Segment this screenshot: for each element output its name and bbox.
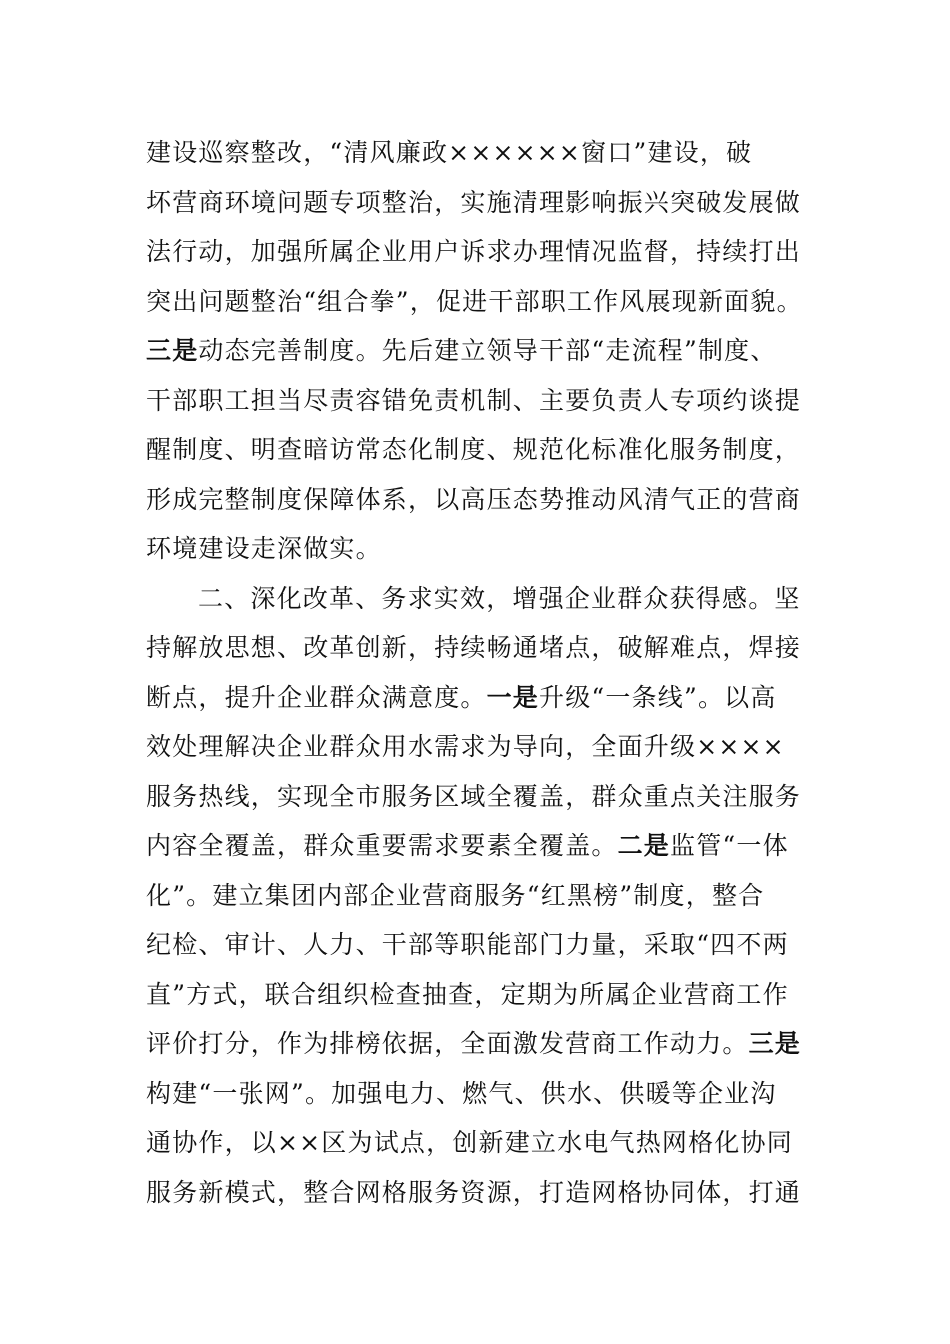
line-text: 干部职工担当尽责容错免责机制、主要负责人专项约谈提 <box>146 385 802 415</box>
text-line <box>146 524 806 574</box>
line-text: 形成完整制度保障体系，以高压态势推动风清气正的营商 <box>146 484 802 514</box>
text-line <box>146 623 806 673</box>
text-line <box>146 920 806 970</box>
line-text: 内容全覆盖，群众重要需求要素全覆盖。 <box>146 831 618 860</box>
text-line <box>146 178 806 228</box>
text-line <box>146 970 806 1020</box>
emphasis-lead: 二是 <box>617 831 671 860</box>
text-line <box>146 1069 806 1119</box>
line-text: 直”方式，联合组织检查抽查，定期为所属企业营商工作 <box>146 979 789 1009</box>
line-text: 动态完善制度。先后建立领导干部“走流程”制度、 <box>198 336 777 365</box>
text-line <box>146 871 806 921</box>
line-text: 断点，提升企业群众满意度。 <box>146 682 487 712</box>
text-line <box>146 277 806 327</box>
text-line <box>146 673 806 723</box>
line-text: 环境建设走深做实。 <box>146 534 382 563</box>
text-line <box>146 722 806 772</box>
text-line <box>146 1168 806 1218</box>
line-text: 法行动，加强所属企业用户诉求办理情况监督，持续打出 <box>146 237 802 266</box>
text-line <box>146 425 806 475</box>
text-line <box>146 128 806 178</box>
line-text: 纪检、审计、人力、干部等职能部门力量，采取“四不两 <box>146 930 789 959</box>
emphasis-lead: 三是 <box>748 1029 802 1058</box>
line-text: 化”。建立集团内部企业营商服务“红黑榜”制度，整合 <box>146 880 765 910</box>
text-line <box>146 1118 806 1168</box>
line-text: 突出问题整治“组合拳”，促进干部职工作风展现新面貌。 <box>146 286 803 316</box>
text-line <box>146 326 806 376</box>
line-tail: 监管“一体 <box>670 831 789 860</box>
line-text: 效处理解决企业群众用水需求为导向，全面升级×××× <box>146 732 785 761</box>
line-tail: 升级“一条线”。以高 <box>539 682 777 712</box>
text-line <box>146 772 806 822</box>
line-text: 通协作，以××区为试点，创新建立水电气热网格化协同 <box>146 1128 793 1157</box>
text-line <box>146 475 806 525</box>
text-line <box>146 821 806 871</box>
line-text: 建设巡察整改，“清风廉政××××××窗口”建设，破 <box>146 138 753 167</box>
emphasis-lead: 三是 <box>146 336 199 365</box>
line-text: 持解放思想、改革创新，持续畅通堵点，破解难点，焊接 <box>146 633 802 662</box>
line-text: 评价打分，作为排榜依据，全面激发营商工作动力。 <box>146 1029 749 1058</box>
line-text: 二、深化改革、务求实效，增强企业群众获得感。坚 <box>198 583 801 613</box>
text-line <box>146 1019 806 1069</box>
emphasis-lead: 一是 <box>486 682 540 712</box>
line-text: 醒制度、明查暗访常态化制度、规范化标准化服务制度， <box>146 435 802 464</box>
line-text: 构建“一张网”。加强电力、燃气、供水、供暖等企业沟 <box>146 1078 777 1108</box>
line-text: 坏营商环境问题专项整治，实施清理影响振兴突破发展做 <box>146 187 802 217</box>
line-text: 服务新模式，整合网格服务资源，打造网格协同体，打通 <box>146 1177 802 1207</box>
text-line <box>146 376 806 426</box>
text-line <box>146 227 806 277</box>
document-body <box>146 128 806 1217</box>
section-heading-line <box>146 574 806 624</box>
line-text: 服务热线，实现全市服务区域全覆盖，群众重点关注服务 <box>146 781 802 811</box>
